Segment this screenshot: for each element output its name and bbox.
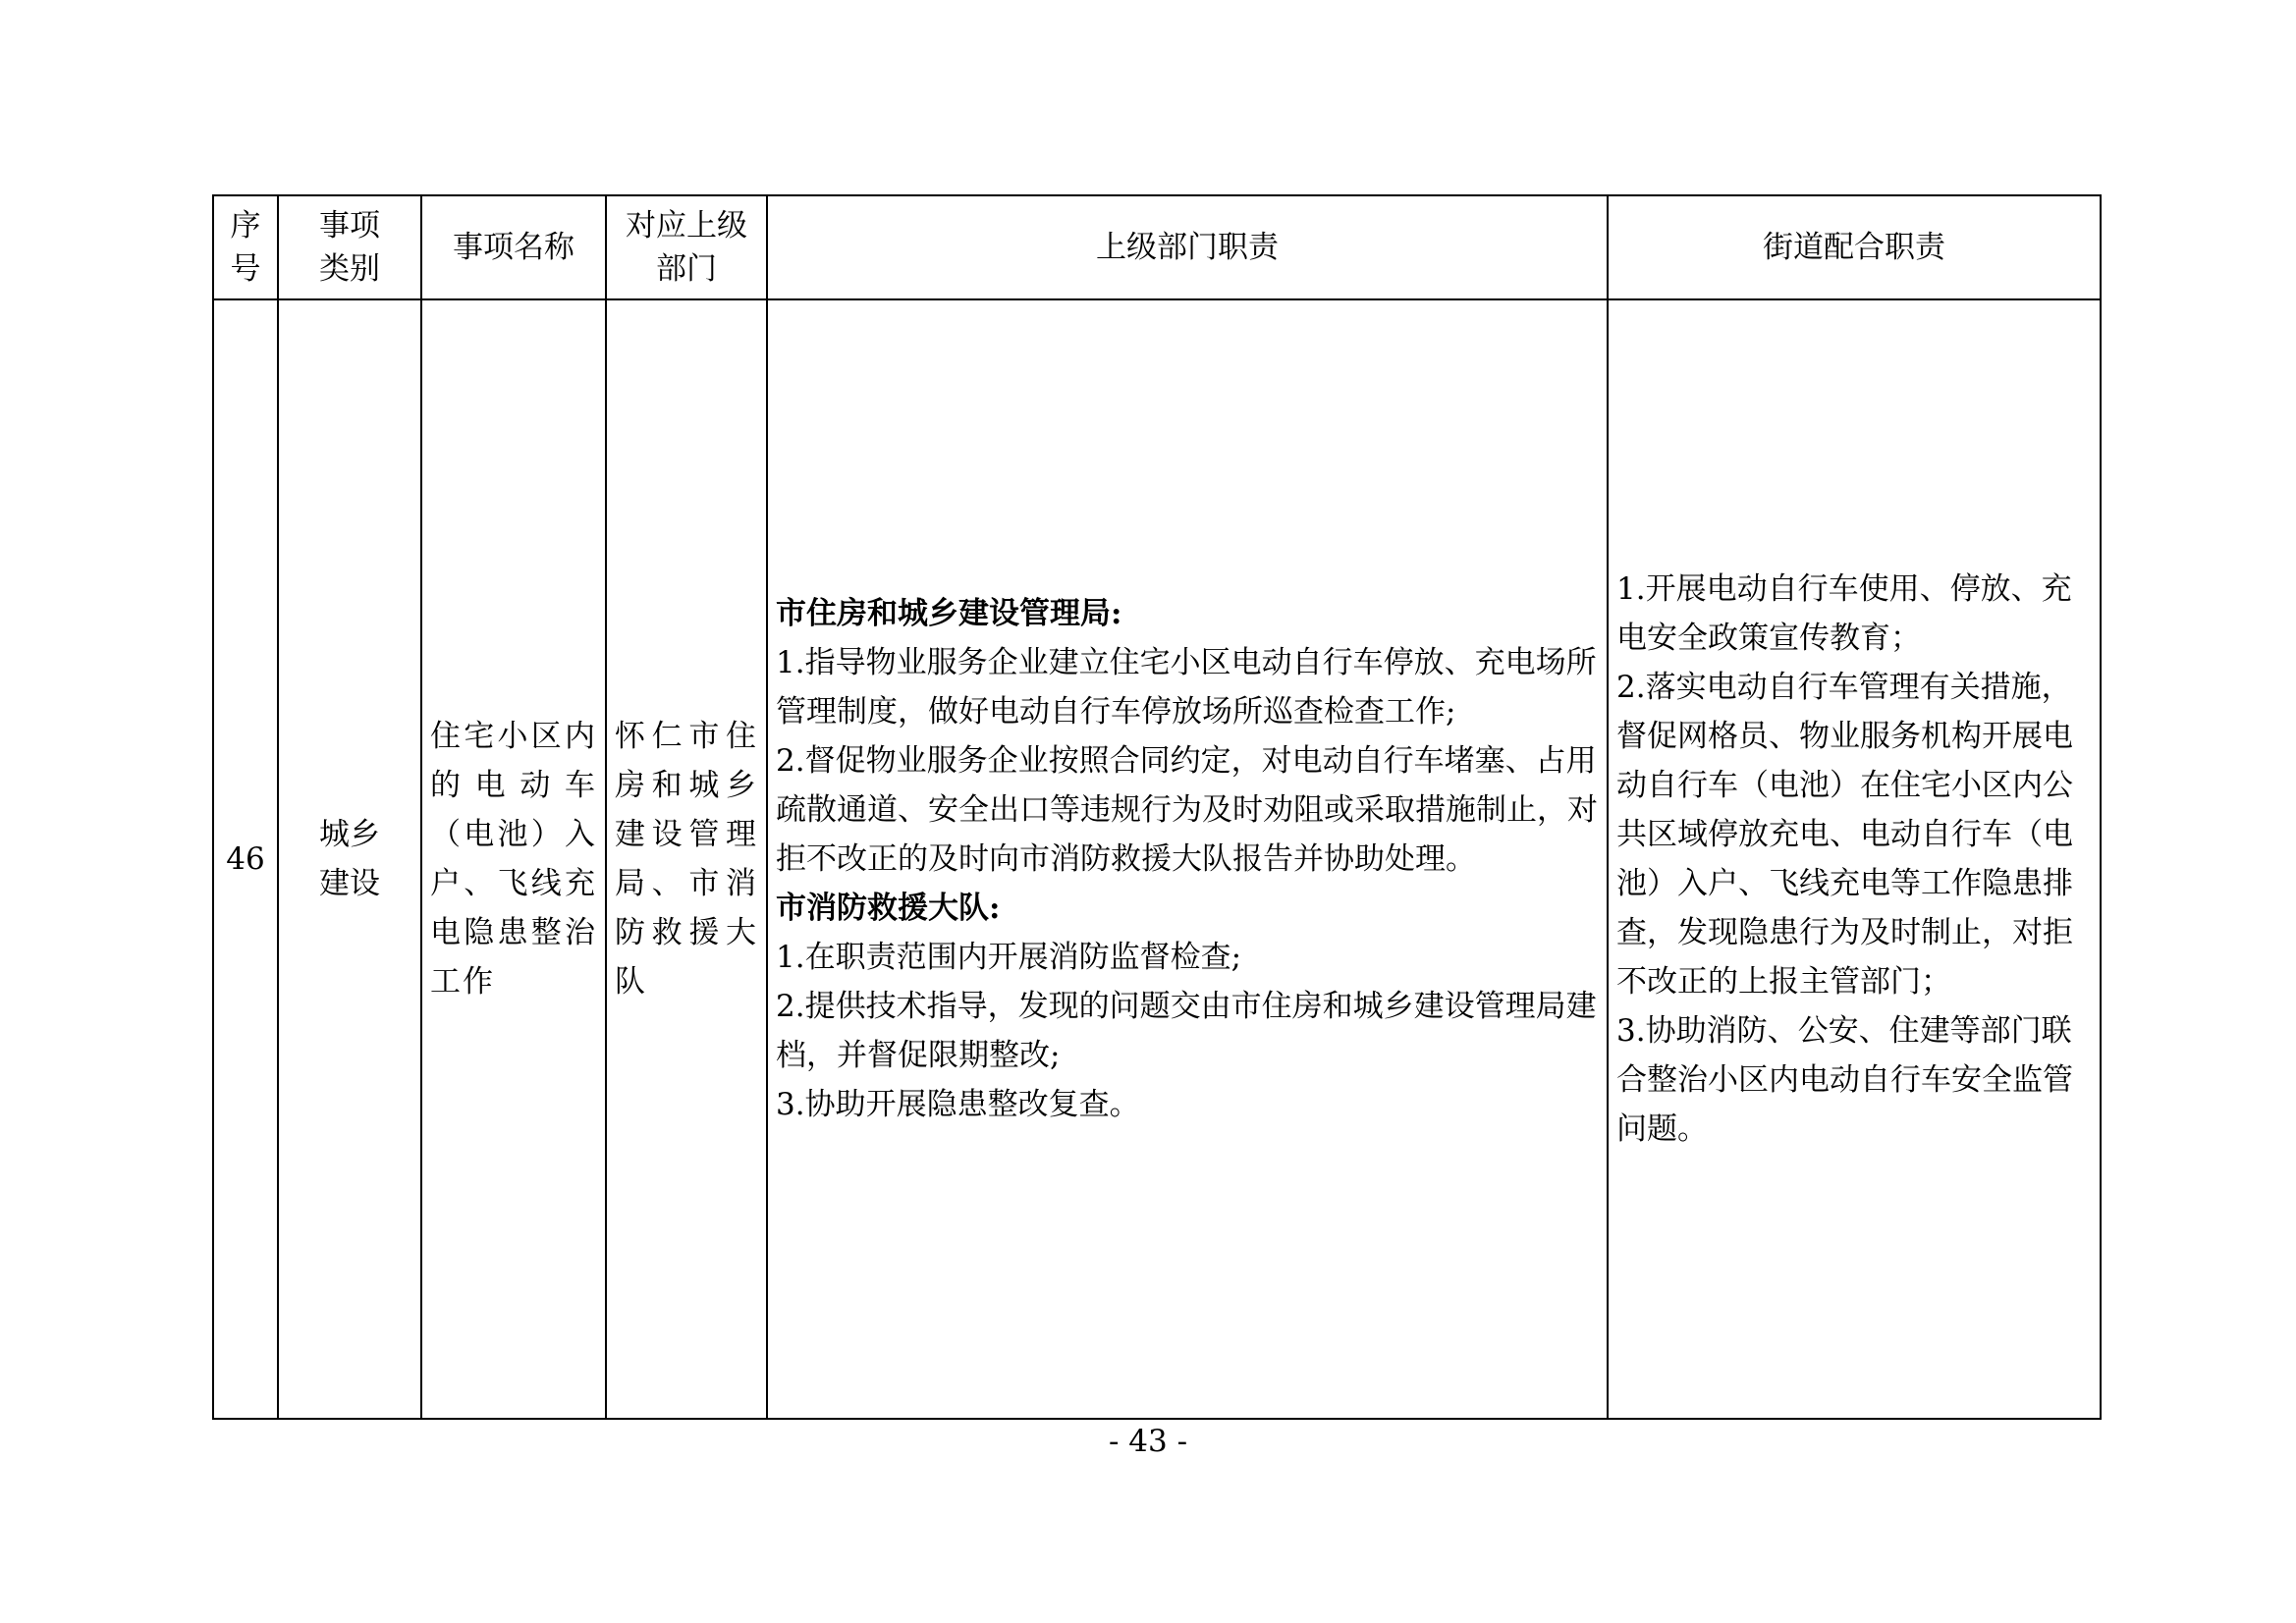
page-number: - 43 - — [1108, 1424, 1188, 1459]
header-dept: 对应上级 部门 — [606, 195, 767, 299]
cell-street-duty — [1608, 299, 2101, 1419]
cell-item-name: 住宅小区内的电动车（电池）入户、飞线充电隐患整治工作 — [421, 299, 606, 1419]
header-name: 事项名称 — [421, 195, 606, 299]
duty-table — [212, 194, 2102, 1420]
table-row — [213, 299, 2101, 1419]
street-duty-item: 3.协助消防、公安、住建等部门联合整治小区内电动自行车安全监管问题。 — [1616, 1013, 2073, 1147]
header-street-duty: 街道配合职责 — [1608, 195, 2101, 299]
header-upper-duty: 上级部门职责 — [767, 195, 1608, 299]
cell-upper-duty — [767, 299, 1608, 1419]
header-seq: 序 号 — [213, 195, 278, 299]
duty-item: 2.提供技术指导，发现的问题交由市住房和城乡建设管理局建档，并督促限期整改; — [776, 989, 1597, 1073]
duty-item: 3.协助开展隐患整改复查。 — [776, 1087, 1140, 1122]
section-title-fire-brigade: 市消防救援大队: — [776, 891, 1001, 926]
header-row — [213, 195, 2101, 299]
cell-seq: 46 — [213, 299, 278, 1419]
street-duty-item: 1.开展电动自行车使用、停放、充电安全政策宣传教育； — [1616, 571, 2072, 656]
duty-item: 1.在职责范围内开展消防监督检查; — [776, 940, 1242, 975]
header-category: 事项 类别 — [278, 195, 421, 299]
duty-item: 2.督促物业服务企业按照合同约定，对电动自行车堵塞、占用疏散通道、安全出口等违规行为及时劝阻或采取措施制止，对拒不改正的及时向市消防救援大队报告并协助处理。 — [776, 743, 1598, 877]
cell-category: 城乡 建设 — [278, 299, 421, 1419]
section-title-housing-bureau: 市住房和城乡建设管理局: — [776, 596, 1122, 631]
street-duty-item: 2.落实电动自行车管理有关措施，督促网格员、物业服务机构开展电动自行车（电池）在住宅小区内公共区域停放充电、电动自行车（电池）入户、飞线充电等工作隐患排查，发现隐患行为及时制止，对拒不改正的上报主管部门； — [1616, 670, 2073, 1000]
duty-item: 1.指导物业服务企业建立住宅小区电动自行车停放、充电场所管理制度，做好电动自行车停放场所巡查检查工作; — [776, 645, 1597, 730]
cell-dept: 怀仁市住房和城乡建设管理局、市消防救援大队 — [606, 299, 767, 1419]
